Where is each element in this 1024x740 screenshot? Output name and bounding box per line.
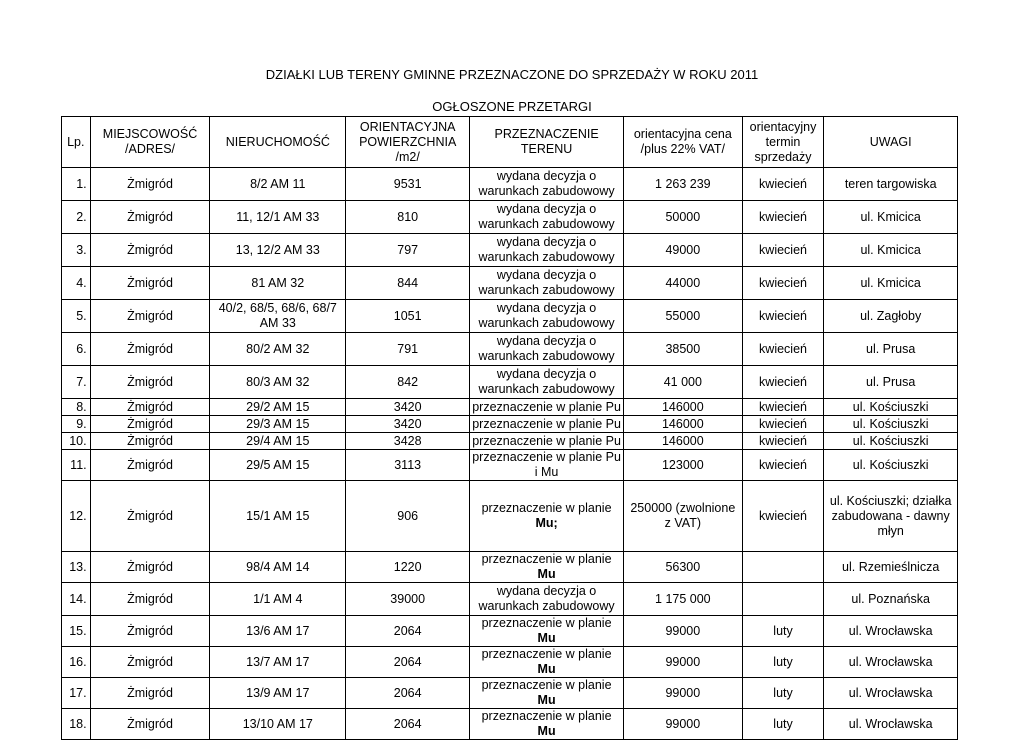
- cell-lp: 17.: [62, 678, 91, 709]
- cell-powierzchnia: 2064: [346, 709, 470, 740]
- cell-przeznaczenie: [470, 709, 624, 740]
- cell-przeznaczenie-text: przeznaczenie w planie: [481, 709, 612, 723]
- cell-termin: kwiecień: [742, 399, 824, 416]
- cell-cena: 146000: [623, 433, 742, 450]
- cell-miejscowosc: Żmigród: [90, 450, 210, 481]
- cell-miejscowosc: Żmigród: [90, 647, 210, 678]
- cell-przeznaczenie-text: wydana decyzja o warunkach zabudowowy: [478, 202, 615, 231]
- cell-przeznaczenie-text: przeznaczenie w planie: [481, 616, 612, 630]
- cell-uwagi: ul. Kościuszki: [824, 399, 958, 416]
- cell-uwagi: ul. Kościuszki: [824, 450, 958, 481]
- cell-przeznaczenie-text: wydana decyzja o warunkach zabudowowy: [478, 367, 615, 396]
- cell-termin: kwiecień: [742, 201, 824, 234]
- table-row: [62, 583, 958, 616]
- cell-powierzchnia: 810: [346, 201, 470, 234]
- cell-miejscowosc: Żmigród: [90, 267, 210, 300]
- cell-termin: kwiecień: [742, 366, 824, 399]
- cell-cena: 146000: [623, 399, 742, 416]
- cell-uwagi: ul. Poznańska: [824, 583, 958, 616]
- cell-powierzchnia: 797: [346, 234, 470, 267]
- cell-termin: [742, 583, 824, 616]
- cell-przeznaczenie: [470, 481, 624, 552]
- cell-nieruchomosc: 29/2 AM 15: [210, 399, 346, 416]
- cell-cena: 38500: [623, 333, 742, 366]
- cell-przeznaczenie: [470, 552, 624, 583]
- cell-lp: 13.: [62, 552, 91, 583]
- table-row: [62, 678, 958, 709]
- cell-miejscowosc: Żmigród: [90, 433, 210, 450]
- table-row: [62, 267, 958, 300]
- cell-przeznaczenie-text: przeznaczenie w planie: [481, 552, 612, 566]
- cell-miejscowosc: Żmigród: [90, 616, 210, 647]
- cell-lp: 7.: [62, 366, 91, 399]
- cell-termin: kwiecień: [742, 416, 824, 433]
- cell-przeznaczenie: [470, 416, 624, 433]
- table-row: [62, 201, 958, 234]
- table-row: [62, 616, 958, 647]
- header-lp: Lp.: [62, 117, 91, 168]
- cell-nieruchomosc: 29/4 AM 15: [210, 433, 346, 450]
- header-nieruchomosc: NIERUCHOMOŚĆ: [210, 117, 346, 168]
- cell-termin: kwiecień: [742, 433, 824, 450]
- cell-uwagi: ul. Rzemieślnicza: [824, 552, 958, 583]
- cell-lp: 6.: [62, 333, 91, 366]
- cell-przeznaczenie: [470, 433, 624, 450]
- cell-cena: 250000 (zwolnione z VAT): [623, 481, 742, 552]
- cell-miejscowosc: Żmigród: [90, 168, 210, 201]
- cell-lp: 1.: [62, 168, 91, 201]
- cell-powierzchnia: 9531: [346, 168, 470, 201]
- cell-przeznaczenie: [470, 333, 624, 366]
- cell-uwagi: ul. Kmicica: [824, 267, 958, 300]
- cell-przeznaczenie-text: wydana decyzja o warunkach zabudowowy: [478, 235, 615, 264]
- cell-termin: [742, 552, 824, 583]
- document-subtitle: OGŁOSZONE PRZETARGI: [432, 99, 592, 114]
- cell-nieruchomosc: 11, 12/1 AM 33: [210, 201, 346, 234]
- cell-cena: 99000: [623, 678, 742, 709]
- cell-termin: luty: [742, 616, 824, 647]
- cell-cena: 1 263 239: [623, 168, 742, 201]
- cell-lp: 18.: [62, 709, 91, 740]
- cell-przeznaczenie-bold: Mu: [537, 567, 556, 581]
- cell-przeznaczenie: [470, 201, 624, 234]
- cell-uwagi: teren targowiska: [824, 168, 958, 201]
- cell-lp: 11.: [62, 450, 91, 481]
- cell-powierzchnia: 842: [346, 366, 470, 399]
- cell-lp: 14.: [62, 583, 91, 616]
- cell-przeznaczenie-text: wydana decyzja o warunkach zabudowowy: [478, 301, 615, 330]
- cell-przeznaczenie-text: przeznaczenie w planie Pu: [472, 399, 621, 414]
- cell-nieruchomosc: 40/2, 68/5, 68/6, 68/7 AM 33: [210, 300, 346, 333]
- cell-przeznaczenie: [470, 366, 624, 399]
- cell-przeznaczenie-text: wydana decyzja o warunkach zabudowowy: [478, 169, 615, 198]
- cell-nieruchomosc: 13/9 AM 17: [210, 678, 346, 709]
- cell-cena: 146000: [623, 416, 742, 433]
- cell-miejscowosc: Żmigród: [90, 709, 210, 740]
- cell-przeznaczenie: [470, 168, 624, 201]
- cell-miejscowosc: Żmigród: [90, 366, 210, 399]
- cell-uwagi: ul. Wrocławska: [824, 647, 958, 678]
- cell-nieruchomosc: 13, 12/2 AM 33: [210, 234, 346, 267]
- table-row: [62, 399, 958, 416]
- cell-miejscowosc: Żmigród: [90, 399, 210, 416]
- cell-cena: 41 000: [623, 366, 742, 399]
- cell-miejscowosc: Żmigród: [90, 552, 210, 583]
- cell-lp: 8.: [62, 399, 91, 416]
- cell-powierzchnia: 1051: [346, 300, 470, 333]
- cell-cena: 99000: [623, 616, 742, 647]
- cell-cena: 99000: [623, 709, 742, 740]
- cell-uwagi: ul. Wrocławska: [824, 678, 958, 709]
- cell-termin: kwiecień: [742, 300, 824, 333]
- cell-termin: luty: [742, 678, 824, 709]
- cell-lp: 9.: [62, 416, 91, 433]
- cell-przeznaczenie: [470, 678, 624, 709]
- header-powierzchnia: ORIENTACYJNA POWIERZCHNIA /m2/: [346, 117, 470, 168]
- header-miejscowosc: MIEJSCOWOŚĆ /ADRES/: [90, 117, 210, 168]
- cell-miejscowosc: Żmigród: [90, 678, 210, 709]
- cell-przeznaczenie: [470, 450, 624, 481]
- cell-miejscowosc: Żmigród: [90, 416, 210, 433]
- document-title: DZIAŁKI LUB TERENY GMINNE PRZEZNACZONE DO SPRZEDAŻY W ROKU 2011: [265, 67, 759, 82]
- cell-termin: luty: [742, 709, 824, 740]
- cell-przeznaczenie: [470, 616, 624, 647]
- cell-cena: 1 175 000: [623, 583, 742, 616]
- cell-uwagi: ul. Wrocławska: [824, 616, 958, 647]
- cell-powierzchnia: 906: [346, 481, 470, 552]
- cell-przeznaczenie: [470, 399, 624, 416]
- cell-powierzchnia: 791: [346, 333, 470, 366]
- cell-termin: kwiecień: [742, 450, 824, 481]
- table-header-row: [62, 117, 958, 168]
- cell-lp: 5.: [62, 300, 91, 333]
- cell-miejscowosc: Żmigród: [90, 201, 210, 234]
- cell-powierzchnia: 3420: [346, 399, 470, 416]
- table-row: [62, 300, 958, 333]
- cell-przeznaczenie: [470, 647, 624, 678]
- cell-powierzchnia: 1220: [346, 552, 470, 583]
- table-row: [62, 709, 958, 740]
- cell-przeznaczenie-text: przeznaczenie w planie: [481, 501, 612, 515]
- table-row: [62, 552, 958, 583]
- cell-cena: 56300: [623, 552, 742, 583]
- cell-lp: 10.: [62, 433, 91, 450]
- cell-uwagi: ul. Prusa: [824, 366, 958, 399]
- table-body: [62, 168, 958, 740]
- cell-nieruchomosc: 29/5 AM 15: [210, 450, 346, 481]
- cell-przeznaczenie-text: przeznaczenie w planie Pu i Mu: [472, 450, 621, 479]
- table-row: [62, 647, 958, 678]
- cell-powierzchnia: 844: [346, 267, 470, 300]
- cell-termin: kwiecień: [742, 481, 824, 552]
- cell-przeznaczenie: [470, 267, 624, 300]
- header-cena: orientacyjna cena /plus 22% VAT/: [623, 117, 742, 168]
- table-row: [62, 416, 958, 433]
- cell-powierzchnia: 2064: [346, 678, 470, 709]
- cell-przeznaczenie-text: wydana decyzja o warunkach zabudowowy: [478, 268, 615, 297]
- cell-nieruchomosc: 13/6 AM 17: [210, 616, 346, 647]
- cell-miejscowosc: Żmigród: [90, 481, 210, 552]
- cell-przeznaczenie-bold: Mu: [537, 693, 556, 707]
- cell-termin: kwiecień: [742, 333, 824, 366]
- cell-miejscowosc: Żmigród: [90, 300, 210, 333]
- header-przeznaczenie: PRZEZNACZENIE TERENU: [470, 117, 624, 168]
- cell-nieruchomosc: 13/7 AM 17: [210, 647, 346, 678]
- cell-cena: 49000: [623, 234, 742, 267]
- cell-nieruchomosc: 98/4 AM 14: [210, 552, 346, 583]
- table-row: [62, 433, 958, 450]
- cell-nieruchomosc: 8/2 AM 11: [210, 168, 346, 201]
- cell-termin: kwiecień: [742, 267, 824, 300]
- cell-uwagi: ul. Kościuszki: [824, 416, 958, 433]
- cell-przeznaczenie: [470, 583, 624, 616]
- header-uwagi: UWAGI: [824, 117, 958, 168]
- cell-uwagi: ul. Zagłoby: [824, 300, 958, 333]
- cell-przeznaczenie-bold: Mu: [537, 631, 556, 645]
- table-row: [62, 366, 958, 399]
- cell-cena: 50000: [623, 201, 742, 234]
- cell-nieruchomosc: 80/2 AM 32: [210, 333, 346, 366]
- cell-uwagi: ul. Kmicica: [824, 201, 958, 234]
- cell-powierzchnia: 3113: [346, 450, 470, 481]
- cell-lp: 4.: [62, 267, 91, 300]
- cell-powierzchnia: 39000: [346, 583, 470, 616]
- cell-powierzchnia: 2064: [346, 616, 470, 647]
- cell-cena: 44000: [623, 267, 742, 300]
- cell-powierzchnia: 3420: [346, 416, 470, 433]
- cell-miejscowosc: Żmigród: [90, 234, 210, 267]
- cell-nieruchomosc: 13/10 AM 17: [210, 709, 346, 740]
- cell-powierzchnia: 2064: [346, 647, 470, 678]
- cell-przeznaczenie-text: wydana decyzja o warunkach zabudowowy: [478, 584, 615, 613]
- cell-lp: 3.: [62, 234, 91, 267]
- cell-uwagi: ul. Kościuszki; działka zabudowana - dawny młyn: [824, 481, 958, 552]
- cell-powierzchnia: 3428: [346, 433, 470, 450]
- cell-uwagi: ul. Wrocławska: [824, 709, 958, 740]
- table-row: [62, 234, 958, 267]
- cell-lp: 12.: [62, 481, 91, 552]
- cell-przeznaczenie-bold: Mu: [537, 662, 556, 676]
- cell-przeznaczenie-text: wydana decyzja o warunkach zabudowowy: [478, 334, 615, 363]
- cell-cena: 55000: [623, 300, 742, 333]
- cell-lp: 2.: [62, 201, 91, 234]
- cell-nieruchomosc: 81 AM 32: [210, 267, 346, 300]
- cell-termin: kwiecień: [742, 234, 824, 267]
- cell-miejscowosc: Żmigród: [90, 583, 210, 616]
- cell-nieruchomosc: 15/1 AM 15: [210, 481, 346, 552]
- table-row: [62, 168, 958, 201]
- table-row: [62, 333, 958, 366]
- cell-przeznaczenie-text: przeznaczenie w planie Pu: [472, 416, 621, 431]
- cell-przeznaczenie-text: przeznaczenie w planie: [481, 678, 612, 692]
- cell-przeznaczenie-bold: Mu;: [535, 516, 558, 530]
- cell-miejscowosc: Żmigród: [90, 333, 210, 366]
- cell-nieruchomosc: 80/3 AM 32: [210, 366, 346, 399]
- cell-przeznaczenie-text: przeznaczenie w planie: [481, 647, 612, 661]
- cell-przeznaczenie-bold: Mu: [537, 724, 556, 738]
- header-termin: orientacyjny termin sprzedaży: [742, 117, 824, 168]
- table-row: [62, 450, 958, 481]
- cell-termin: kwiecień: [742, 168, 824, 201]
- cell-cena: 99000: [623, 647, 742, 678]
- plots-table: [61, 116, 958, 740]
- cell-uwagi: ul. Kościuszki: [824, 433, 958, 450]
- cell-przeznaczenie: [470, 300, 624, 333]
- cell-nieruchomosc: 29/3 AM 15: [210, 416, 346, 433]
- cell-termin: luty: [742, 647, 824, 678]
- cell-lp: 15.: [62, 616, 91, 647]
- cell-nieruchomosc: 1/1 AM 4: [210, 583, 346, 616]
- cell-lp: 16.: [62, 647, 91, 678]
- cell-uwagi: ul. Kmicica: [824, 234, 958, 267]
- cell-przeznaczenie-text: przeznaczenie w planie Pu: [472, 433, 621, 448]
- cell-uwagi: ul. Prusa: [824, 333, 958, 366]
- table-row: [62, 481, 958, 552]
- cell-cena: 123000: [623, 450, 742, 481]
- cell-przeznaczenie: [470, 234, 624, 267]
